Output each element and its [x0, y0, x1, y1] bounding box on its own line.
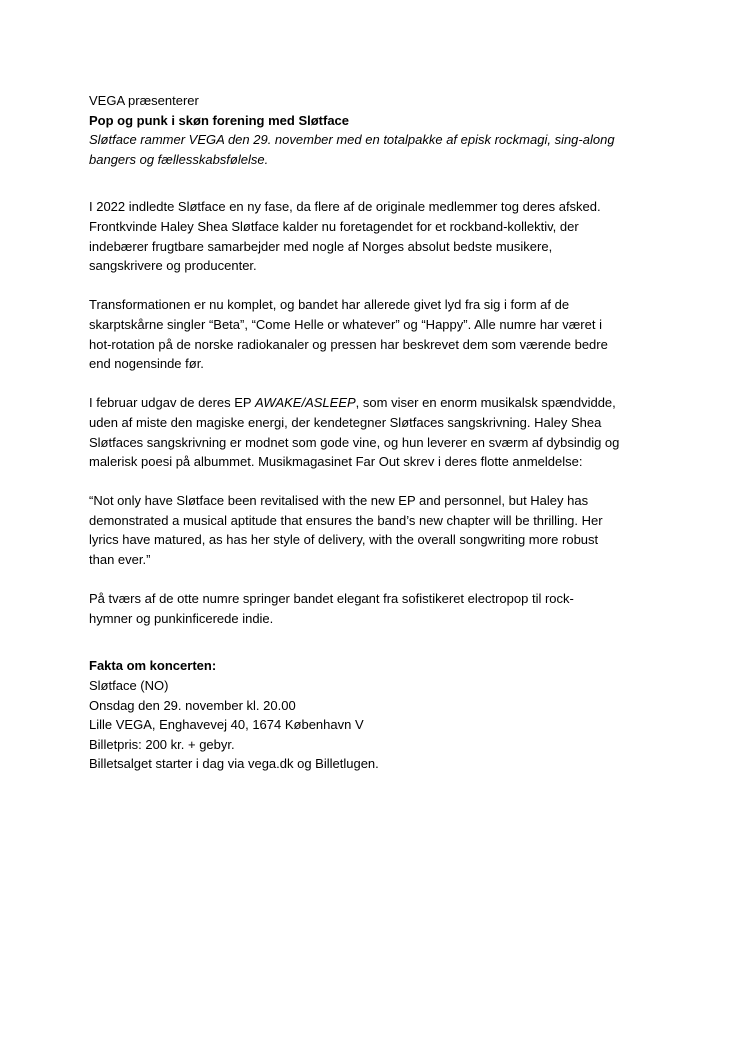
paragraph-line: Frontkvinde Haley Shea Sløtface kalder nu foretagendet for et rockband-kollektiv, der — [89, 218, 579, 234]
paragraph-line: Sløtfaces sangskrivning er modnet som gode vine, og hun leverer en sværm af dybsindig og — [89, 434, 620, 450]
quote-line: lyrics have matured, as has her style of delivery, with the overall songwriting more robust — [89, 532, 599, 548]
paragraph-line: malerisk poesi på albummet. Musikmagasinet Far Out skrev i deres flotte anmeldelse: — [89, 454, 583, 470]
paragraph-line: I 2022 indledte Sløtface en ny fase, da flere af de originale medlemmer tog deres afsked. — [89, 199, 601, 215]
facts-item: Billetsalget starter i dag via vega.dk og Billetlugen. — [89, 756, 379, 772]
paragraph-2 — [89, 295, 659, 373]
quote-line: demonstrated a musical aptitude that ensures the band’s new chapter will be thrilling. Her — [89, 512, 603, 528]
facts-item: Onsdag den 29. november kl. 20.00 — [89, 697, 296, 713]
paragraph-3 — [89, 393, 659, 471]
subhead-line-2: bangers og fællesskabsfølelse. — [89, 151, 269, 167]
facts-item: Sløtface (NO) — [89, 678, 169, 694]
paragraph-line: indebærer frugtbare samarbejder med nogle af Norges absolut bedste musikere, — [89, 238, 553, 254]
facts-item: Billetpris: 200 kr. + gebyr. — [89, 736, 235, 752]
paragraph-line: skarptskårne singler “Beta”, “Come Helle or whatever” og “Happy”. Alle numre har været i — [89, 316, 602, 332]
facts-heading: Fakta om koncerten: — [89, 658, 217, 674]
text-run: , som viser en enorm musikalsk spændvidde, — [355, 395, 616, 411]
quote-line: “Not only have Sløtface been revitalised with the new EP and personnel, but Haley has — [89, 493, 589, 509]
paragraph-5 — [89, 589, 659, 628]
paragraph-line: hot-rotation på de norske radiokanaler og pressen har beskrevet dem som værende bedre — [89, 336, 608, 352]
paragraph-line: uden af miste den magiske energi, der kendetegner Sløtfaces sangskrivning. Haley Shea — [89, 414, 602, 430]
paragraph-line: På tværs af de otte numre springer bandet elegant fra sofistikeret electropop til rock- — [89, 591, 574, 607]
paragraph-line — [89, 393, 659, 413]
header-block — [89, 91, 659, 169]
facts-block — [89, 656, 659, 774]
quote-paragraph — [89, 491, 659, 569]
subhead-line-1: Sløtface rammer VEGA den 29. november med en totalpakke af episk rockmagi, sing-along — [89, 132, 615, 148]
paragraph-1 — [89, 197, 659, 275]
text-run: I februar udgav de deres EP — [89, 395, 255, 411]
quote-line: than ever.” — [89, 552, 151, 568]
paragraph-line: sangskrivere og producenter. — [89, 258, 257, 274]
headline: Pop og punk i skøn forening med Sløtface — [89, 112, 350, 128]
paragraph-line: hymner og punkinficerede indie. — [89, 610, 274, 626]
facts-item: Lille VEGA, Enghavevej 40, 1674 København V — [89, 717, 364, 733]
presents-line: VEGA præsenterer — [89, 93, 199, 108]
paragraph-line: end nogensinde før. — [89, 356, 204, 372]
press-release-page — [89, 91, 659, 774]
paragraph-line: Transformationen er nu komplet, og bandet har allerede givet lyd fra sig i form af de — [89, 297, 570, 313]
ep-title: AWAKE/ASLEEP — [254, 395, 356, 411]
